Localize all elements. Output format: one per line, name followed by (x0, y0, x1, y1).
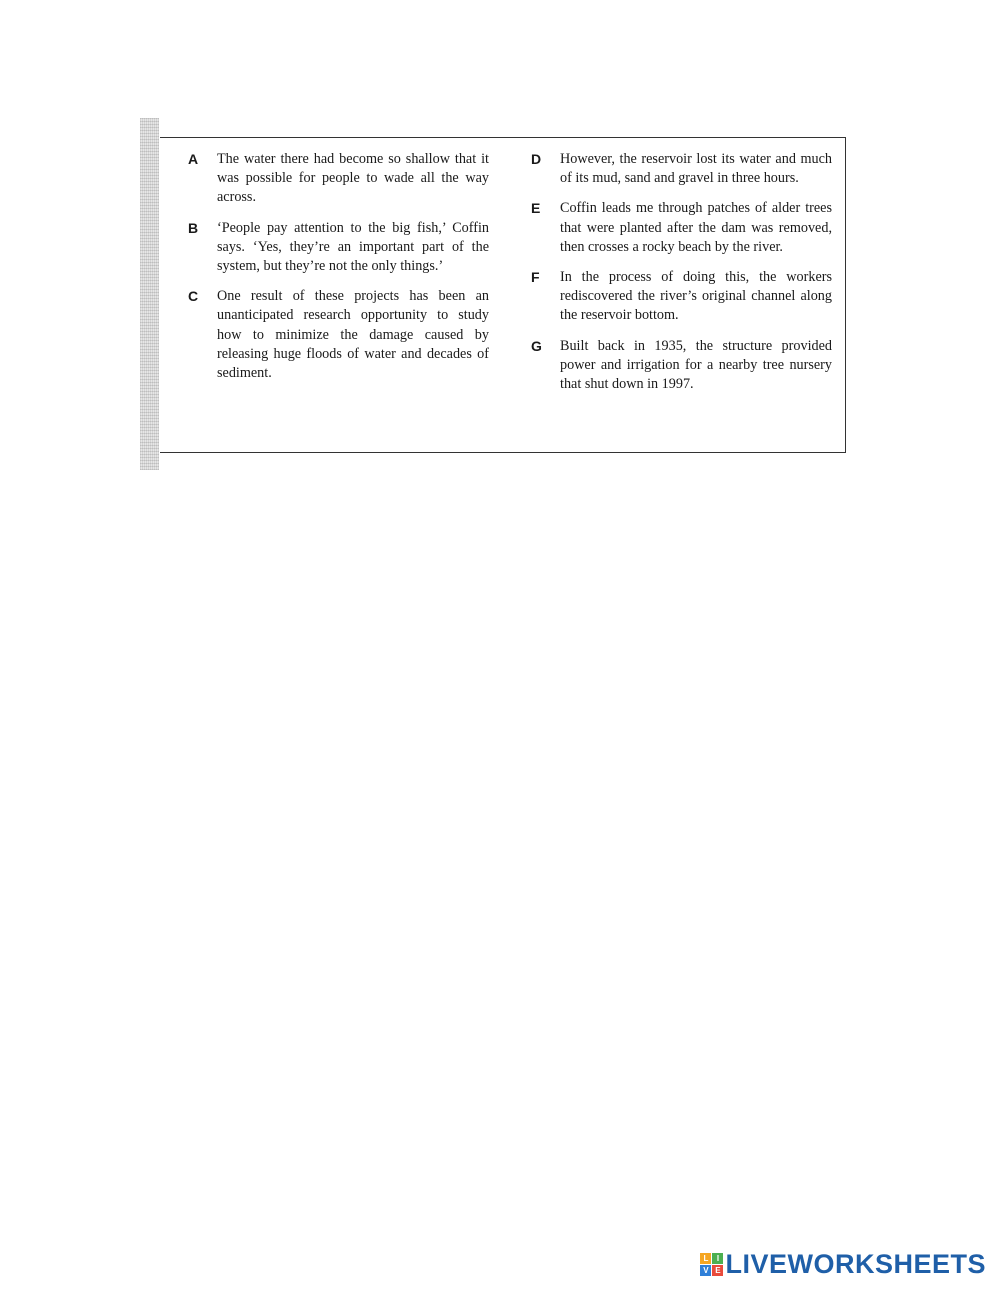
option-text: One result of these projects has been an unanticipated research opportunity to study how to minimize the damage caused by releasing huge floods of water and decades of sediment. (217, 288, 489, 382)
option-text: The water there had become so shallow that it was possible for people to wade all the way across. (217, 151, 489, 206)
option-b (188, 219, 508, 277)
option-letter: C (188, 288, 199, 305)
option-letter: A (188, 151, 199, 167)
option-text: However, the reservoir lost its water and much of its mud, sand and gravel in three hours. (560, 151, 832, 187)
option-letter: E (531, 200, 541, 217)
option-letter: D (531, 151, 542, 167)
option-letter: B (188, 219, 199, 236)
option-d (531, 150, 851, 188)
logo-wordmark: LIVEWORKSHEETS (725, 1249, 986, 1279)
option-text: In the process of doing this, the workers rediscovered the river’s original channel along the reservoir bottom. (560, 269, 832, 324)
option-a (188, 150, 508, 208)
scan-edge-shading (140, 118, 159, 470)
option-letter: F (531, 269, 540, 286)
liveworksheets-logo (700, 1249, 986, 1280)
option-text: Built back in 1935, the structure provided power and irrigation for a nearby tree nursery that shut down in 1997. (560, 337, 832, 393)
option-c (188, 287, 508, 383)
option-letter: G (531, 337, 542, 354)
option-text: ‘People pay attention to the big fish,’ Coffin says. ‘Yes, they’re an important part of the system, but they’re not the only things.’ (217, 219, 489, 275)
option-e (531, 199, 851, 257)
options-column-left (188, 150, 508, 394)
option-f (531, 268, 851, 326)
option-g (531, 337, 851, 395)
option-text: Coffin leads me through patches of alder trees that were planted after the dam was removed, then crosses a rocky beach by the river. (560, 200, 832, 255)
options-column-right (531, 150, 851, 405)
logo-mark-icon: L I V E (700, 1253, 723, 1276)
